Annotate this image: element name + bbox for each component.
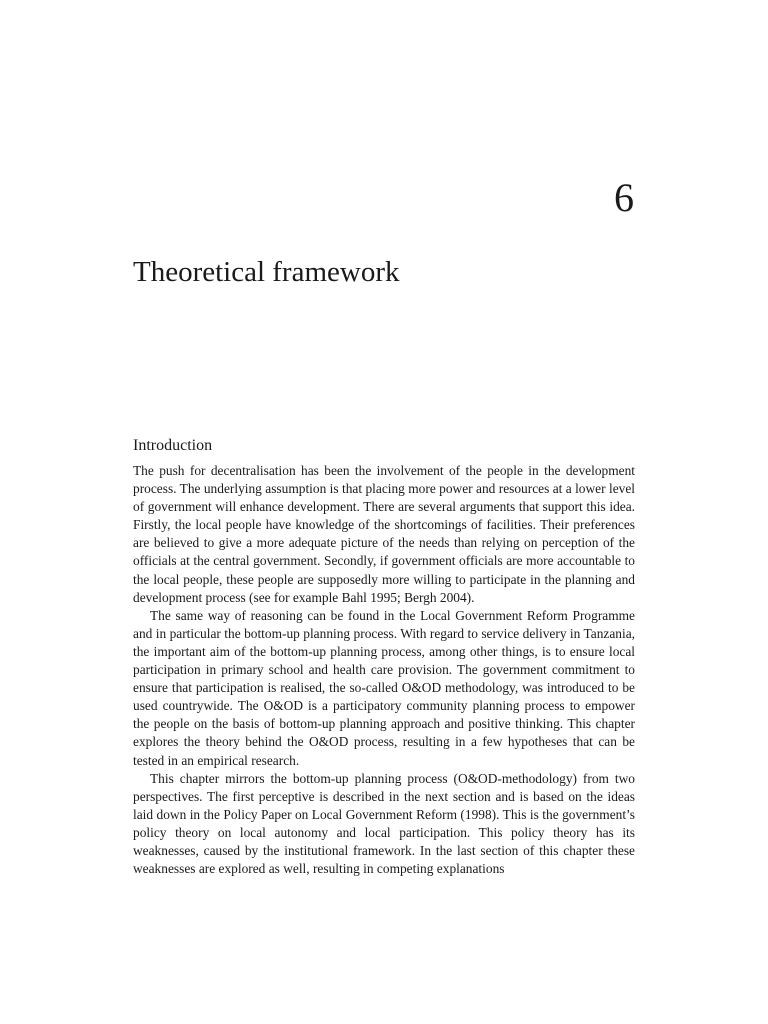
- paragraph: This chapter mirrors the bottom-up planning process (O&OD-methodology) from two perspectives. The first perceptive is described in the next section and is based on the ideas laid down in the Policy Paper on Local Government Reform (1998). This is the government’s policy theory on local autonomy and local participation. This policy theory has its weaknesses, caused by the institutional framework. In the last section of this chapter these weaknesses are explored as well, resulting in competing explanations: [133, 770, 635, 877]
- body-text: [133, 462, 635, 878]
- section-heading: Introduction: [133, 437, 213, 454]
- paragraph: The push for decentralisation has been the involvement of the people in the development process. The underlying assumption is that placing more power and resources at a lower level of government will enhance development. There are several arguments that support this idea. Firstly, the local people have knowledge of the shortcomings of facilities. Their preferences are believed to give a more adequate picture of the needs than relying on perception of the officials at the central government. Secondly, if government officials are more accountable to the local people, these people are supposedly more willing to participate in the planning and development process (see for example Bahl 1995; Bergh 2004).: [133, 463, 635, 605]
- chapter-title: Theoretical framework: [133, 256, 400, 288]
- chapter-number: 6: [614, 175, 634, 220]
- paragraph: The same way of reasoning can be found in the Local Government Reform Programme and in particular the bottom-up planning process. With regard to service delivery in Tanzania, the important aim of the bottom-up planning process, among other things, is to ensure local participation in primary school and health care provision. The government commitment to ensure that participation is realised, the so-called O&OD methodology, was introduced to be used countrywide. The O&OD is a participatory community planning process to empower the people on the basis of bottom-up planning approach and positive thinking. This chapter explores the theory behind the O&OD process, resulting in a few hypotheses that can be tested in an empirical research.: [133, 607, 635, 768]
